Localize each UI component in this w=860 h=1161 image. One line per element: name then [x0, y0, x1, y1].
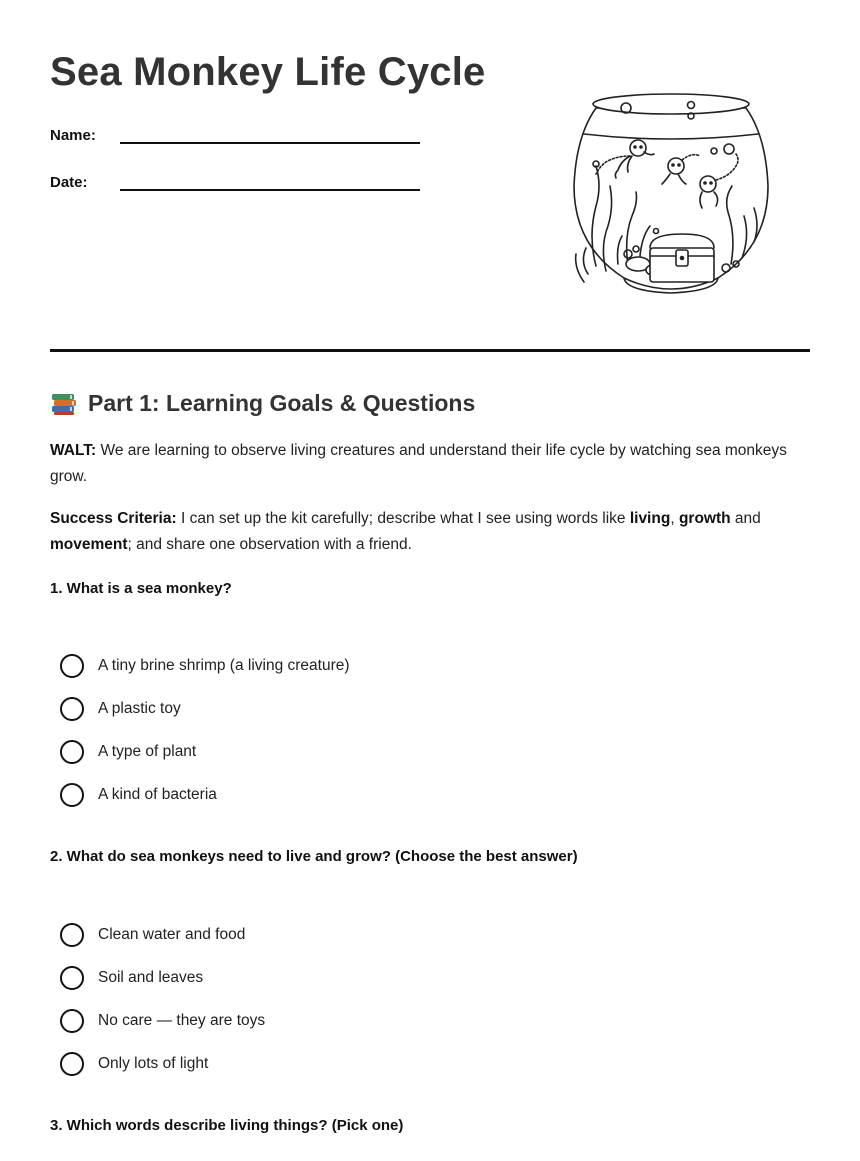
fishbowl-illustration: [566, 86, 776, 298]
date-label: Date:: [50, 174, 88, 191]
question-2-options: [60, 913, 265, 1085]
section-divider: [50, 349, 810, 352]
name-label: Name:: [50, 127, 96, 144]
option-label: A type of plant: [98, 742, 197, 760]
radio-button[interactable]: [60, 740, 84, 764]
option-q1-d[interactable]: [60, 773, 350, 816]
date-input-line[interactable]: [120, 169, 420, 191]
walt-text: We are learning to observe living creatures and understand their life cycle by watching sea monkeys grow.: [50, 442, 787, 485]
option-q1-a[interactable]: [60, 644, 350, 687]
question-1: 1. What is a sea monkey?: [50, 580, 232, 597]
option-label: A tiny brine shrimp (a living creature): [98, 656, 350, 674]
option-label: Clean water and food: [98, 925, 246, 943]
keyword-living: living: [629, 510, 671, 527]
success-criteria-text: I can set up the kit carefully; describe what I see using words like: [176, 510, 630, 527]
name-field: [50, 122, 420, 144]
question-1-options: [60, 644, 350, 816]
part1-heading-text: Part 1: Learning Goals & Questions: [88, 390, 476, 416]
option-label: A kind of bacteria: [98, 785, 217, 803]
radio-button[interactable]: [60, 654, 84, 678]
radio-button[interactable]: [60, 966, 84, 990]
question-2: 2. What do sea monkeys need to live and grow? (Choose the best answer): [50, 848, 578, 865]
separator: ,: [670, 510, 679, 527]
option-label: Only lots of light: [98, 1054, 209, 1072]
radio-button[interactable]: [60, 783, 84, 807]
option-label: Soil and leaves: [98, 968, 204, 986]
option-label: No care — they are toys: [98, 1011, 266, 1029]
option-q2-a[interactable]: [60, 913, 265, 956]
question-3: 3. Which words describe living things? (Pick one): [50, 1117, 404, 1134]
success-criteria-text-end: ; and share one observation with a friend.: [127, 535, 412, 553]
radio-button[interactable]: [60, 1009, 84, 1033]
radio-button[interactable]: [60, 923, 84, 947]
option-q2-d[interactable]: [60, 1042, 265, 1085]
radio-button[interactable]: [60, 697, 84, 721]
radio-button[interactable]: [60, 1052, 84, 1076]
walt-label: WALT:: [50, 442, 97, 459]
option-label: A plastic toy: [98, 699, 181, 717]
option-q1-c[interactable]: [60, 730, 350, 773]
page-title: Sea Monkey Life Cycle: [50, 50, 486, 94]
option-q2-b[interactable]: [60, 956, 265, 999]
part1-heading: [50, 390, 475, 417]
option-q1-b[interactable]: [60, 687, 350, 730]
option-q2-c[interactable]: [60, 999, 265, 1042]
keyword-growth: growth: [678, 510, 731, 527]
name-input-line[interactable]: [120, 122, 420, 144]
books-icon: [50, 391, 78, 417]
success-criteria-paragraph: [50, 506, 820, 557]
success-criteria-label: Success Criteria:: [50, 510, 177, 527]
separator: and: [730, 510, 761, 527]
date-field: [50, 169, 420, 191]
keyword-movement: movement: [50, 535, 128, 553]
walt-paragraph: [50, 438, 820, 489]
